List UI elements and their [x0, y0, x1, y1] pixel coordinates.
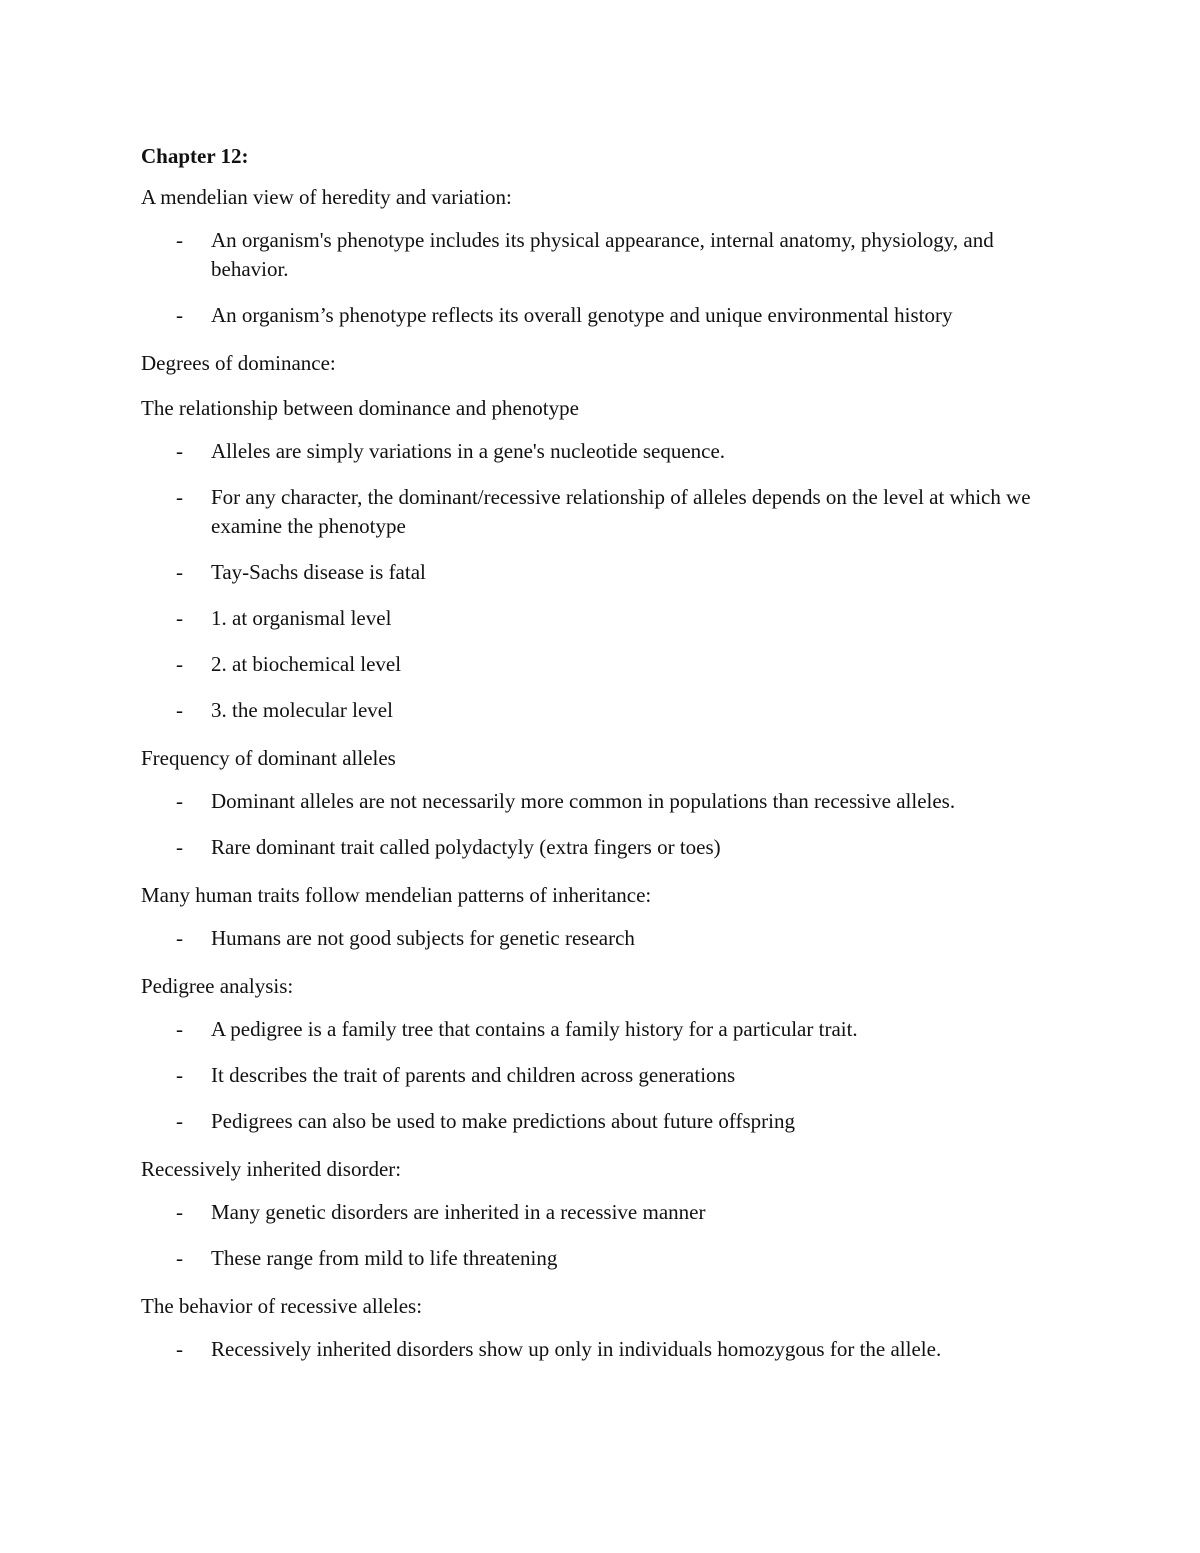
section-heading: Recessively inherited disorder:: [141, 1157, 402, 1181]
section-heading: A mendelian view of heredity and variation:: [141, 185, 512, 209]
bullet-list: [141, 924, 1061, 953]
bullet-item: - Dominant alleles are not necessarily more common in populations than recessive alleles.: [141, 787, 1061, 816]
bullet-list: [141, 787, 1061, 862]
bullet-item: - Alleles are simply variations in a gene's nucleotide sequence.: [141, 437, 1061, 466]
bullet-item: - Many genetic disorders are inherited in a recessive manner: [141, 1198, 1061, 1227]
bullet-item: - A pedigree is a family tree that contains a family history for a particular trait.: [141, 1015, 1061, 1044]
document-title: Chapter 12:: [141, 144, 249, 168]
bullet-item: - Tay-Sachs disease is fatal: [141, 558, 1061, 587]
bullet-item: - For any character, the dominant/recessive relationship of alleles depends on the level at which we examine the phenotype: [141, 483, 1061, 541]
bullet-list: [141, 226, 1061, 330]
bullet-item: - Rare dominant trait called polydactyly (extra fingers or toes): [141, 833, 1061, 862]
bullet-list: [141, 1198, 1061, 1273]
bullet-item: - An organism's phenotype includes its physical appearance, internal anatomy, physiology, and behavior.: [141, 226, 1061, 284]
bullet-item: - 1. at organismal level: [141, 604, 1061, 633]
bullet-list: [141, 1335, 1061, 1364]
section-heading: The relationship between dominance and phenotype: [141, 396, 579, 420]
section-heading: Pedigree analysis:: [141, 974, 294, 998]
section-heading: The behavior of recessive alleles:: [141, 1294, 423, 1318]
bullet-item: - An organism’s phenotype reflects its overall genotype and unique environmental history: [141, 301, 1061, 330]
bullet-list: [141, 437, 1061, 725]
bullet-item: - Recessively inherited disorders show up only in individuals homozygous for the allele.: [141, 1335, 1061, 1364]
bullet-item: - These range from mild to life threatening: [141, 1244, 1061, 1273]
section-heading: Degrees of dominance:: [141, 351, 336, 375]
section-heading: Many human traits follow mendelian patterns of inheritance:: [141, 883, 652, 907]
bullet-item: - Humans are not good subjects for genetic research: [141, 924, 1061, 953]
bullet-item: - It describes the trait of parents and children across generations: [141, 1061, 1061, 1090]
bullet-list: [141, 1015, 1061, 1136]
section-heading: Frequency of dominant alleles: [141, 746, 396, 770]
bullet-item: - Pedigrees can also be used to make predictions about future offspring: [141, 1107, 1061, 1136]
bullet-item: - 2. at biochemical level: [141, 650, 1061, 679]
document-body: [141, 140, 1061, 1381]
bullet-item: - 3. the molecular level: [141, 696, 1061, 725]
